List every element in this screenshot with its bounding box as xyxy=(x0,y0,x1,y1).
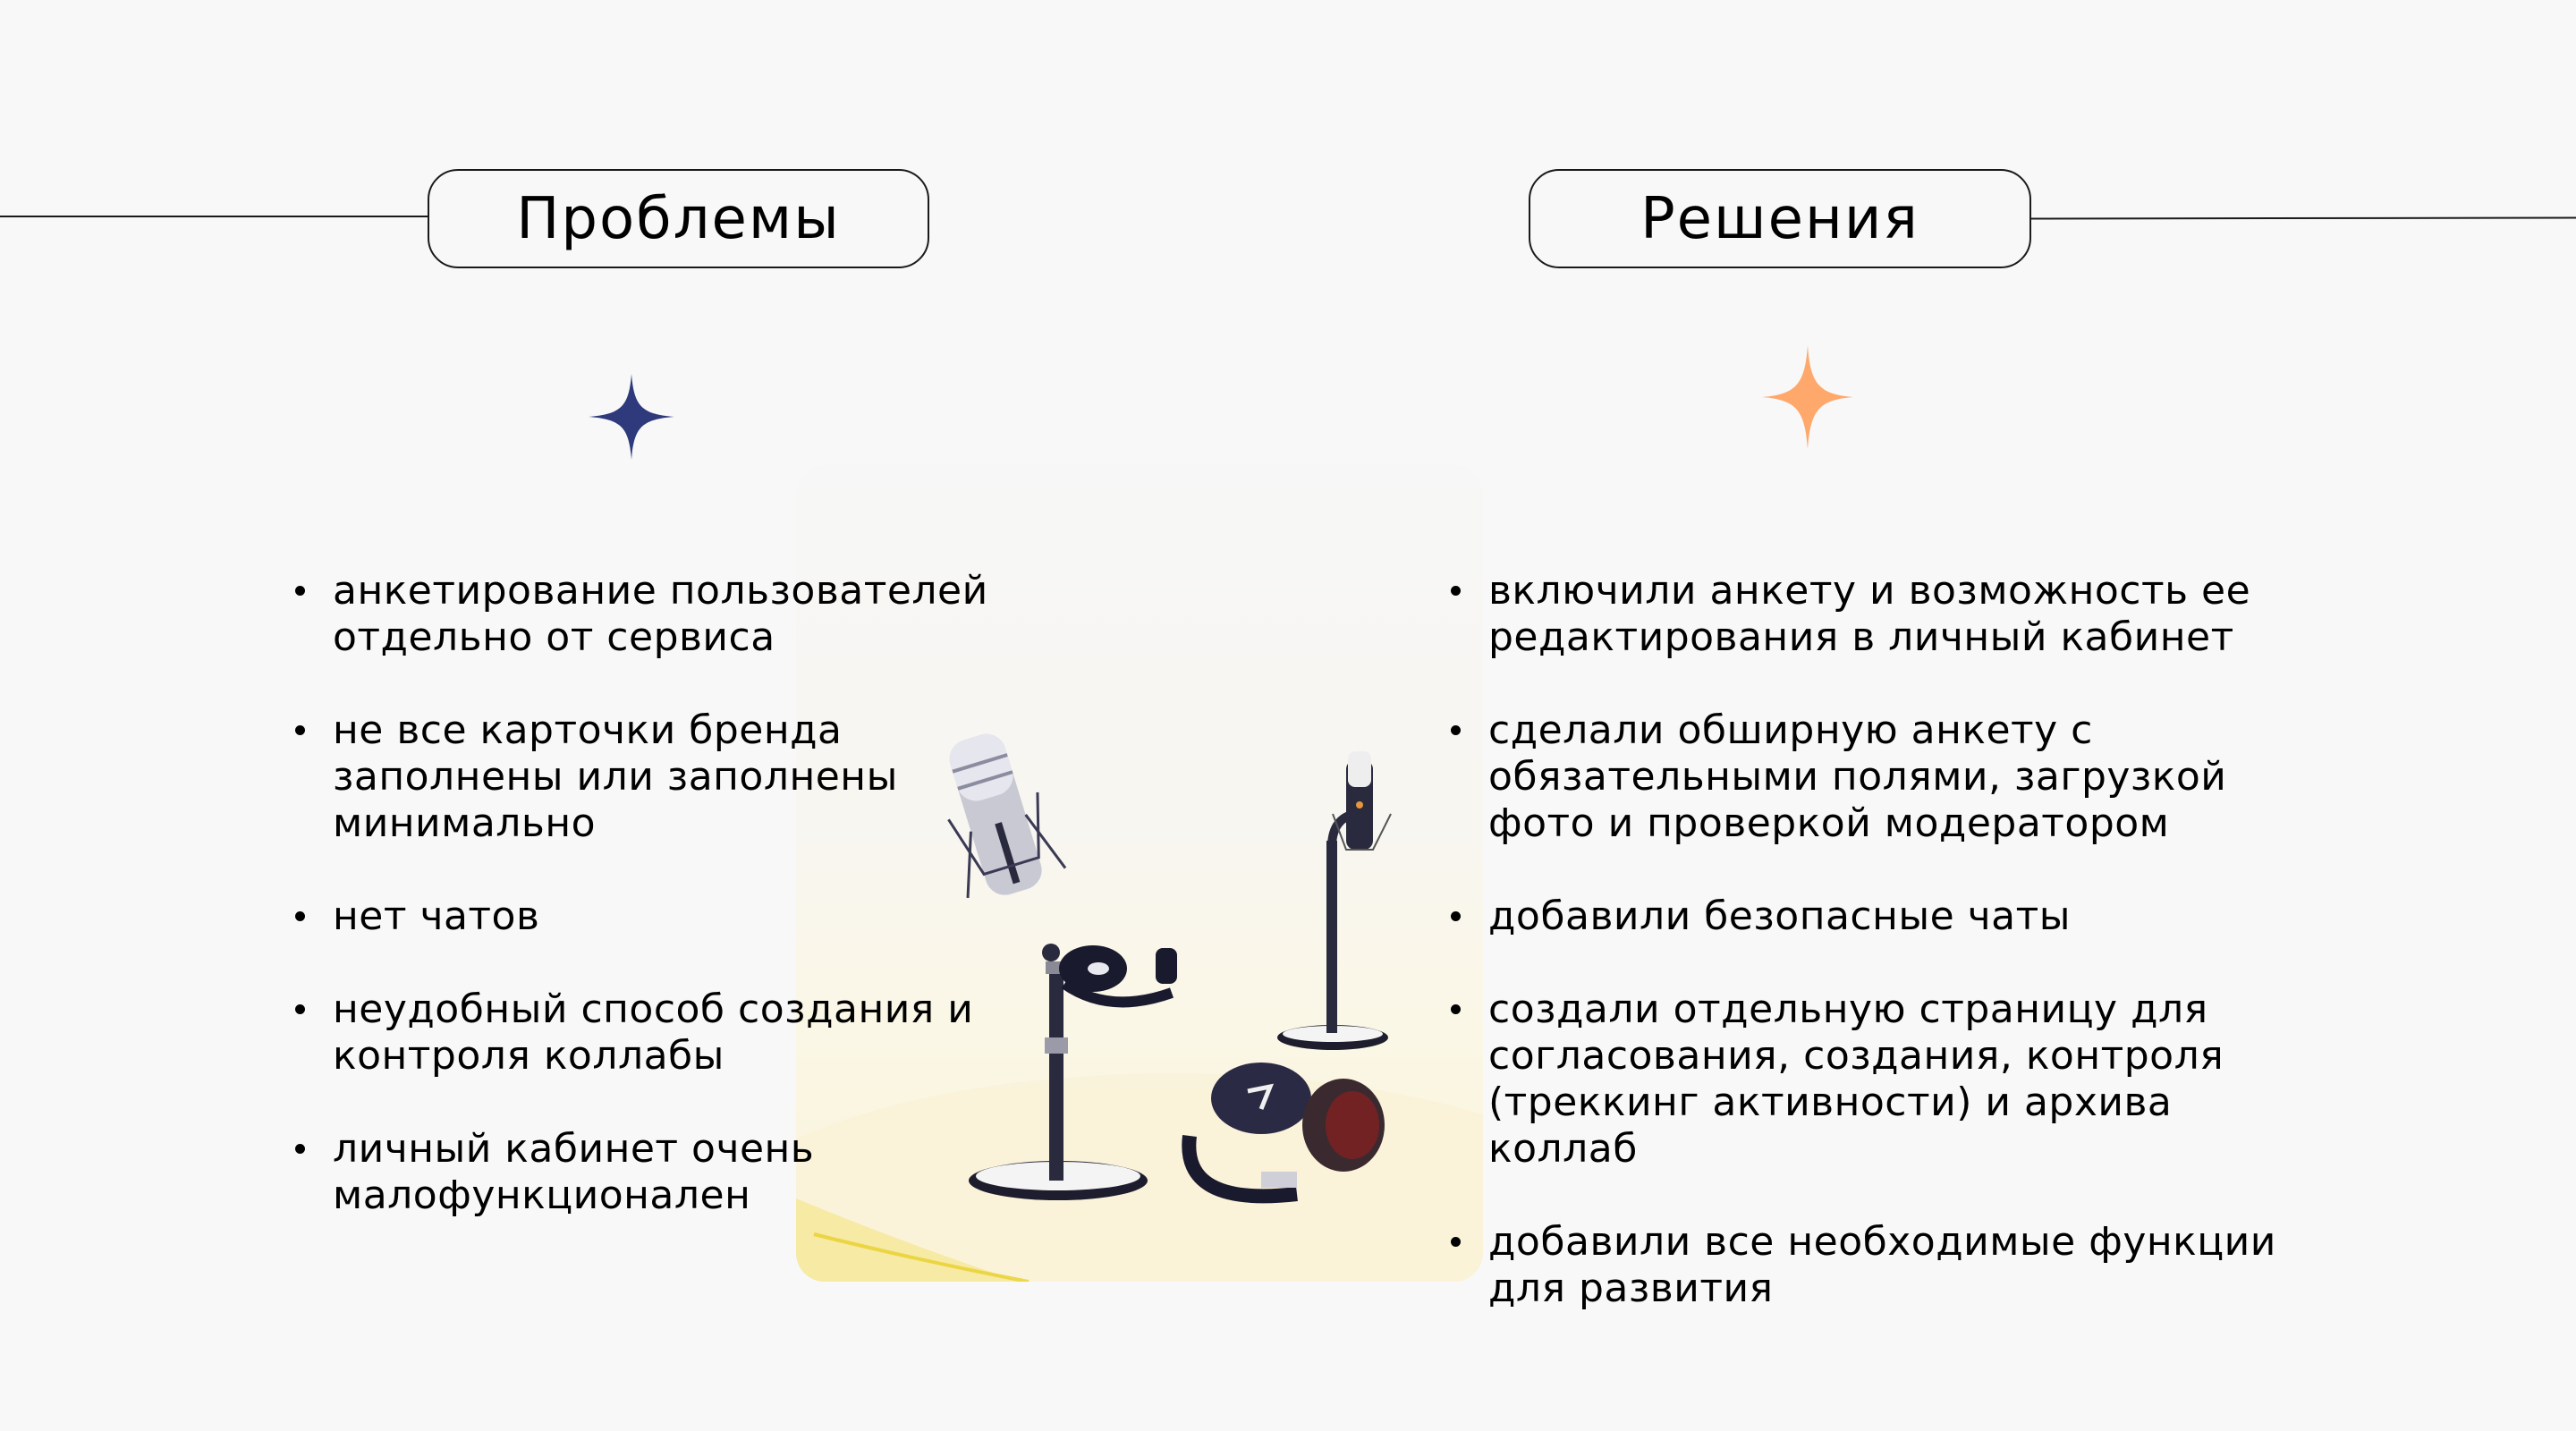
solution-item: сделали обширную анкету с обязательными полями, загрузкой фото и проверкой модератором xyxy=(1451,707,2292,847)
problem-item: личный кабинет очень малофункционален xyxy=(295,1126,1011,1219)
navy-sparkle-icon xyxy=(589,374,674,460)
orange-sparkle-icon xyxy=(1762,345,1853,449)
solution-item: добавили безопасные чаты xyxy=(1451,893,2292,940)
right-connector-line xyxy=(2030,216,2576,219)
solution-item: добавили все необходимые функции для развития xyxy=(1451,1219,2292,1312)
solution-item: включили анкету и возможность ее редактирования в личный кабинет xyxy=(1451,568,2292,661)
solutions-list xyxy=(1451,568,2292,1359)
problem-item: не все карточки бренда заполнены или заполнены минимально xyxy=(295,707,1011,847)
solutions-title-box xyxy=(1529,169,2031,268)
solutions-title: Решения xyxy=(1640,185,1919,252)
problems-list xyxy=(295,568,1011,1266)
problems-title: Проблемы xyxy=(516,185,841,252)
solution-item: создали отдельную страницу для согласования, создания, контроля (треккинг активности) и архива коллаб xyxy=(1451,986,2292,1173)
left-connector-line xyxy=(0,216,429,217)
problem-item: анкетирование пользователей отдельно от сервиса xyxy=(295,568,1011,661)
problem-item: нет чатов xyxy=(295,893,1011,940)
problems-title-box xyxy=(428,169,929,268)
problem-item: неудобный способ создания и контроля коллабы xyxy=(295,986,1011,1080)
